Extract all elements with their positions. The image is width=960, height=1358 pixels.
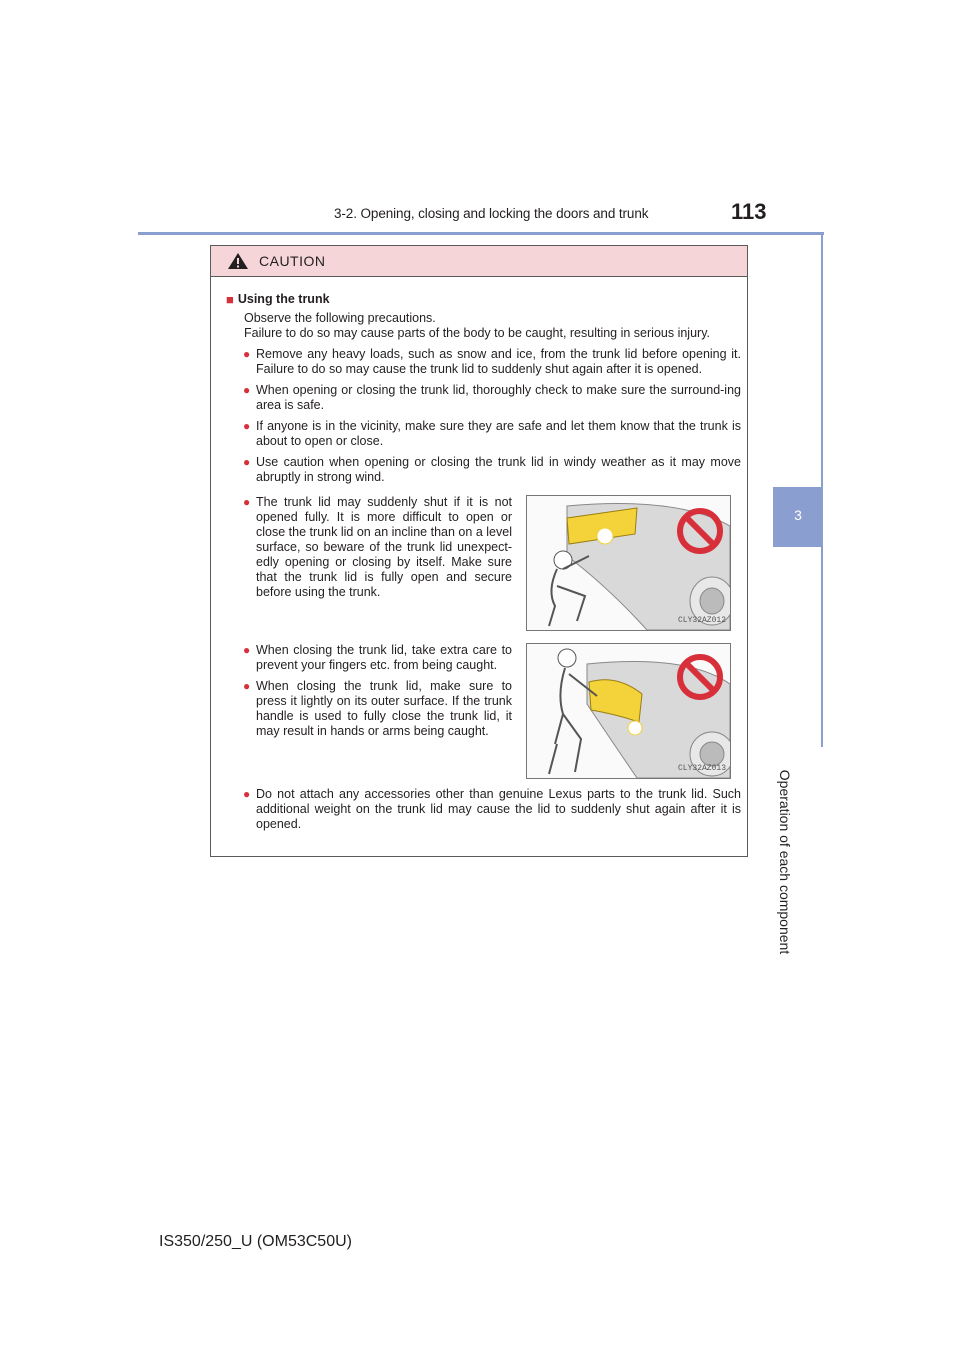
- header-section-title: 3-2. Opening, closing and locking the doors and trunk: [334, 206, 649, 221]
- section-heading-text: Using the trunk: [237, 292, 330, 306]
- bullet-dot-icon: ●: [243, 347, 251, 361]
- caution-body: [211, 277, 747, 832]
- caution-bullet: [226, 495, 512, 600]
- chapter-tab: [773, 487, 823, 547]
- bullet-text: When opening or closing the trunk lid, thoroughly check to make sure the surround-ing area is safe.: [256, 383, 741, 412]
- figure-1-text: [226, 495, 512, 631]
- footer-model: IS350/250_U (OM53C50U): [159, 1233, 352, 1250]
- bullet-dot-icon: ●: [243, 383, 251, 397]
- caution-bullet: [226, 787, 741, 832]
- bullet-dot-icon: ●: [243, 455, 251, 469]
- caution-bullet: [226, 679, 512, 739]
- bullet-text: Remove any heavy loads, such as snow and ice, from the trunk lid before opening it. Failure to do so may cause the trunk lid to suddenly shut again after it is opened.: [256, 347, 741, 376]
- figure-2-text: [226, 643, 512, 779]
- caution-label: CAUTION: [259, 253, 326, 269]
- caution-bullet: [226, 419, 741, 449]
- bullet-dot-icon: ●: [243, 787, 251, 801]
- section-heading: [226, 292, 741, 307]
- warning-triangle-icon: [227, 252, 249, 270]
- bullet-dot-icon: ●: [243, 643, 251, 657]
- bullet-dot-icon: ●: [243, 495, 251, 509]
- bullet-dot-icon: ●: [243, 419, 251, 433]
- prohibited-icon: [677, 654, 723, 700]
- intro-line: Observe the following precautions.: [244, 311, 436, 325]
- bullet-text: When closing the trunk lid, take extra care to prevent your fingers etc. from being caught.: [256, 643, 512, 672]
- figure-row-1: [226, 495, 741, 631]
- figure-row-2: [226, 643, 741, 779]
- chapter-title-vertical: [770, 747, 800, 977]
- bullet-text: When closing the trunk lid, make sure to press it lightly on its outer surface. If the trunk handle is used to fully close the trunk lid, it may result in hands or arms being caught.: [256, 679, 512, 738]
- caution-bullet: [226, 643, 512, 673]
- caution-box: [210, 245, 748, 857]
- caution-bullet: [226, 383, 741, 413]
- trunk-lid-illustration-1: [526, 495, 731, 631]
- bullet-text: The trunk lid may suddenly shut if it is not opened fully. It is more difficult to open or close the trunk lid on an incline than on a level surface, so beware of the trunk lid unexpect-edly opening or closing by itself. Make sure that the trunk lid is fully open and secure before using the trunk.: [256, 495, 512, 599]
- square-bullet-icon: ■: [226, 292, 234, 307]
- bullet-text: If anyone is in the vicinity, make sure they are safe and let them know that the trunk is about to open or close.: [256, 419, 741, 448]
- intro-line: Failure to do so may cause parts of the body to be caught, resulting in serious injury.: [244, 326, 710, 340]
- figure-code: CLY32AZ013: [677, 764, 726, 773]
- caution-bullet: [226, 455, 741, 485]
- caution-header: [211, 246, 747, 277]
- bullet-text: Do not attach any accessories other than genuine Lexus parts to the trunk lid. Such additional weight on the trunk lid may cause the lid to suddenly shut again after it is opened.: [256, 787, 741, 831]
- chapter-number: 3: [794, 507, 802, 523]
- chapter-title: Operation of each component: [777, 769, 793, 955]
- bullet-text: Use caution when opening or closing the trunk lid in windy weather as it may move abruptly in strong wind.: [256, 455, 741, 484]
- figure-code: CLY32AZ012: [677, 616, 726, 625]
- header-rule: [138, 232, 824, 235]
- bullet-dot-icon: ●: [243, 679, 251, 693]
- prohibited-icon: [677, 508, 723, 554]
- page-number: 113: [731, 199, 767, 224]
- trunk-lid-illustration-2: [526, 643, 731, 779]
- caution-bullet: [226, 347, 741, 377]
